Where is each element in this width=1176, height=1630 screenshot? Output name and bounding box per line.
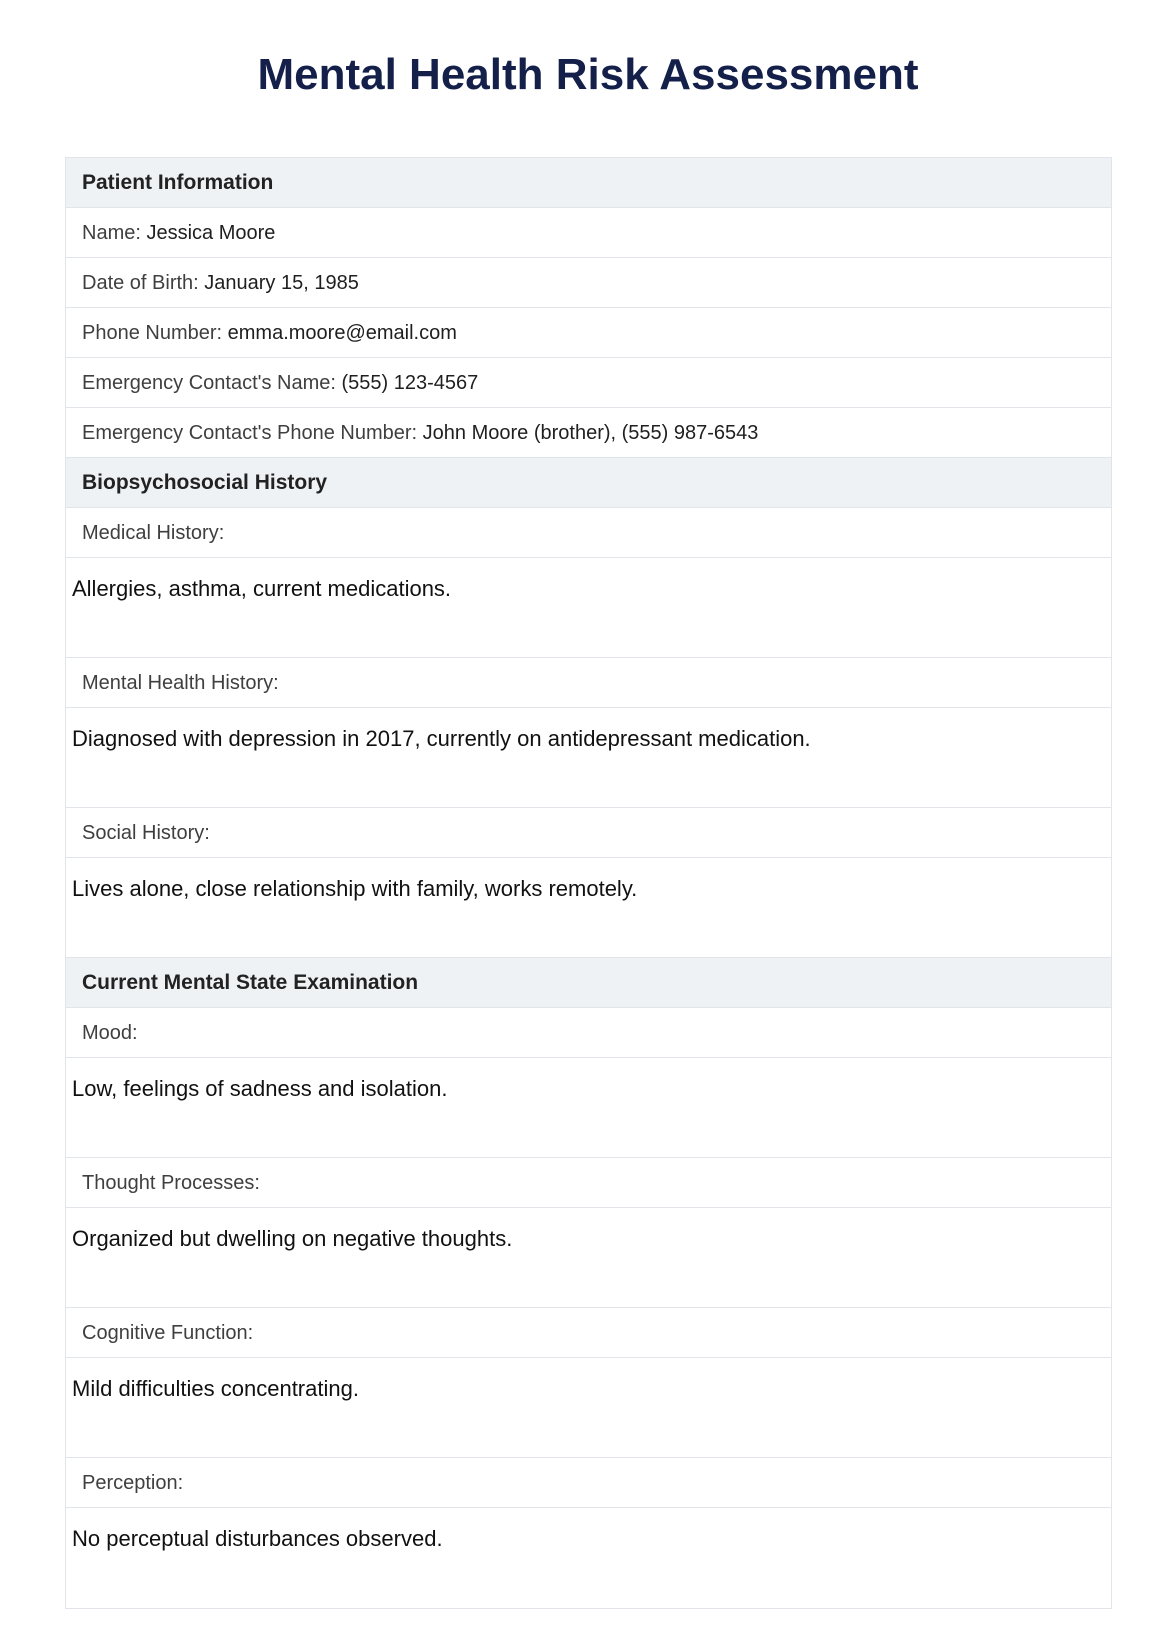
- cognitive-function-text[interactable]: Mild difficulties concentrating.: [66, 1358, 1111, 1458]
- field-date-of-birth-label: Date of Birth:: [82, 272, 199, 294]
- social-history-text[interactable]: Lives alone, close relationship with family, works remotely.: [66, 858, 1111, 958]
- field-emergency-contact-name-value: (555) 123-4567: [341, 372, 479, 394]
- mood-label: Mood:: [66, 1008, 1111, 1058]
- field-date-of-birth[interactable]: [66, 258, 1111, 308]
- field-name[interactable]: [66, 208, 1111, 258]
- section-header-mental-state-exam: Current Mental State Examination: [66, 958, 1111, 1008]
- mental-health-history-text[interactable]: Diagnosed with depression in 2017, currently on antidepressant medication.: [66, 708, 1111, 808]
- social-history-label: Social History:: [66, 808, 1111, 858]
- field-emergency-contact-phone-label: Emergency Contact's Phone Number:: [82, 422, 418, 444]
- field-emergency-contact-phone-value: John Moore (brother), (555) 987-6543: [422, 422, 759, 444]
- medical-history-text[interactable]: Allergies, asthma, current medications.: [66, 558, 1111, 658]
- field-name-value: Jessica Moore: [146, 222, 276, 244]
- mood-text[interactable]: Low, feelings of sadness and isolation.: [66, 1058, 1111, 1158]
- field-date-of-birth-value: January 15, 1985: [204, 272, 359, 294]
- mental-health-history-label: Mental Health History:: [66, 658, 1111, 708]
- field-emergency-contact-name[interactable]: [66, 358, 1111, 408]
- field-phone-number-label: Phone Number:: [82, 322, 223, 344]
- perception-label: Perception:: [66, 1458, 1111, 1508]
- assessment-form: [65, 157, 1112, 1609]
- document-title: Mental Health Risk Assessment: [257, 50, 919, 99]
- field-name-label: Name:: [82, 222, 141, 244]
- section-header-biopsychosocial-history: Biopsychosocial History: [66, 458, 1111, 508]
- cognitive-function-label: Cognitive Function:: [66, 1308, 1111, 1358]
- section-header-patient-information: Patient Information: [66, 158, 1111, 208]
- thought-processes-text[interactable]: Organized but dwelling on negative thoughts.: [66, 1208, 1111, 1308]
- field-phone-number-value: emma.moore@email.com: [227, 322, 457, 344]
- thought-processes-label: Thought Processes:: [66, 1158, 1111, 1208]
- field-phone-number[interactable]: [66, 308, 1111, 358]
- medical-history-label: Medical History:: [66, 508, 1111, 558]
- field-emergency-contact-name-label: Emergency Contact's Name:: [82, 372, 336, 394]
- field-emergency-contact-phone[interactable]: [66, 408, 1111, 458]
- perception-text[interactable]: No perceptual disturbances observed.: [72, 1526, 443, 1551]
